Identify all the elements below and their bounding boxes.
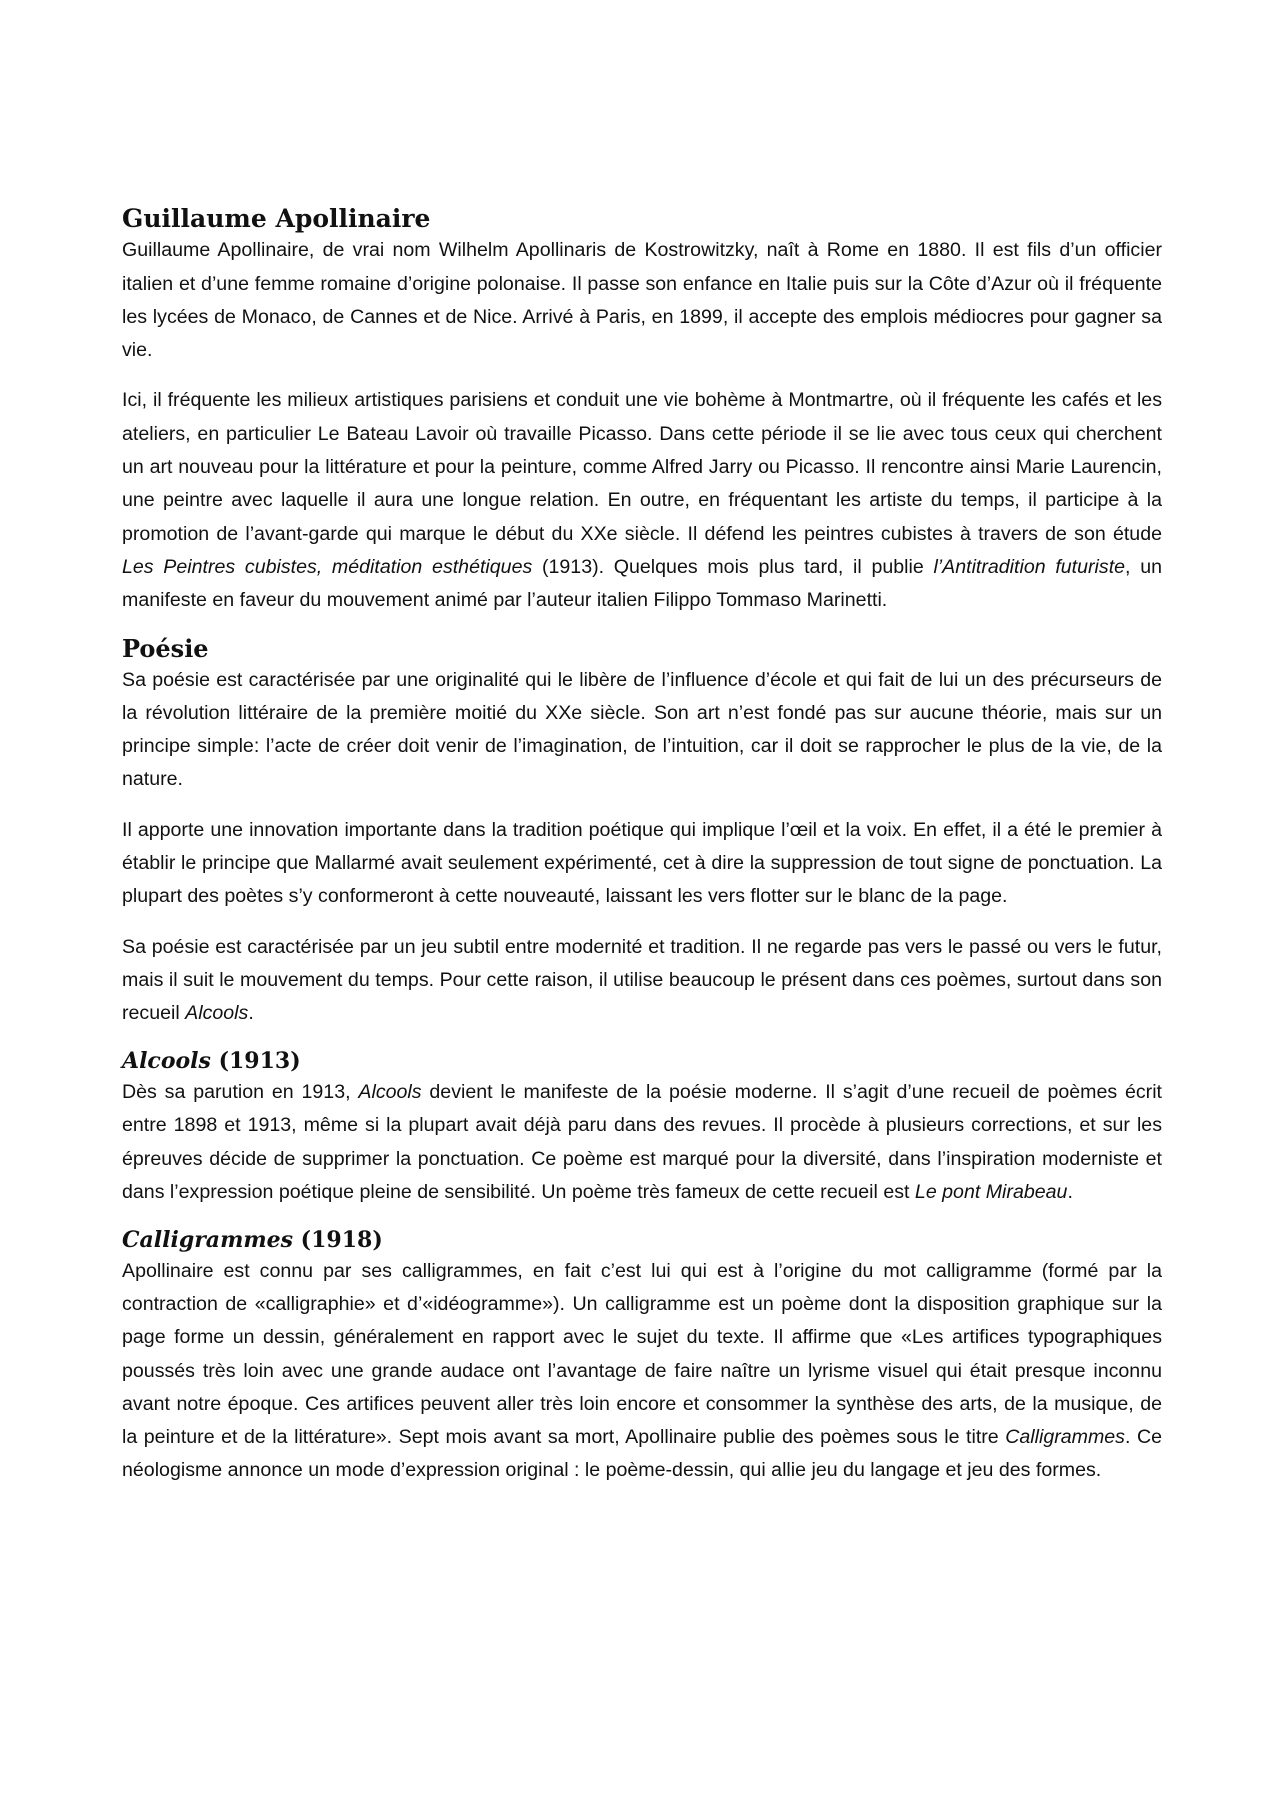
poesie-p3-work-title: Alcools — [185, 1002, 249, 1025]
intro-p2-text-a: Ici, il fréquente les milieux artistiques parisiens et conduit une vie bohème à Montmartre, où il fréquente les cafés et les ateliers, en particulier Le Bateau Lavoir où travaille Picasso. Dans cette période il se lie avec tous ceux qui cherchent un art nouveau pour la littérature et pour la peinture, comme Alfred Jarry ou Picasso. Il rencontre ainsi Marie Laurencin, une peintre avec laquelle il aura une longue relation. En outre, en fréquentant les artiste du temps, il participe à la promotion de l’avant-garde qui marque le début du XXe siècle. Il défend les peintres cubistes à travers de son étude — [122, 389, 1162, 545]
poesie-paragraph-2 — [122, 814, 1162, 914]
alcools-heading-title: Alcools — [122, 1048, 211, 1075]
alcools-heading-year: (1913) — [210, 1048, 301, 1075]
poesie-p3-text-a: Sa poésie est caractérisée par un jeu subtil entre modernité et tradition. Il ne regarde pas vers le passé ou vers le futur, mais il suit le mouvement du temps. Pour cette raison, il utilise beaucoup le présent dans ces poèmes, surtout dans son recueil — [122, 935, 1162, 1025]
calligrammes-work-title: Calligrammes — [1005, 1426, 1125, 1449]
calligrammes-heading-year: (1918) — [293, 1227, 383, 1254]
section-heading-poesie: Poésie — [122, 633, 209, 663]
intro-p1-text: Guillaume Apollinaire, de vrai nom Wilhelm Apollinaris de Kostrowitzky, naît à Rome en 1880. Il est fils d’un officier italien et d’une femme romaine d’origine polonaise. Il passe son enfance en Italie puis sur la Côte d’Azur où il fréquente les lycées de Monaco, de Cannes et de Nice. Arrivé à Paris, en 1899, il accepte des emplois médiocres pour gagner sa vie. — [122, 239, 1162, 362]
poesie-paragraph-3 — [122, 931, 1162, 1031]
alcools-work-title-1: Alcools — [358, 1080, 422, 1103]
poesie-paragraph-1 — [122, 664, 1162, 797]
alcools-text-a: Dès sa parution en 1913, — [122, 1080, 359, 1103]
calligrammes-text-b: . Ce néologisme annonce un mode d’expression original : le poème-dessin, qui allie jeu du langage et jeu des formes. — [122, 1426, 1163, 1482]
intro-paragraph-2 — [122, 384, 1162, 617]
alcools-work-title-2: Le pont Mirabeau — [914, 1180, 1068, 1203]
calligrammes-text-a: Apollinaire est connu par ses calligrammes, en fait c’est lui qui est à l’origine du mot calligramme (formé par la contraction de «calligraphie» et d’«idéogramme»). Un calligramme est un poème dont la disposition graphique sur la page forme un dessin, généralement en rapport avec le sujet du texte. Il affirme que «Les artifices typographiques poussés très loin avec une grande audace ont l’avantage de faire naître un lyrisme visuel qui était presque inconnu avant notre époque. Ces artifices peuvent aller très loin encore et consommer la synthèse des arts, de la musique, de la peinture et de la littérature». Sept mois avant sa mort, Apollinaire publie des poèmes sous le titre — [122, 1259, 1162, 1449]
intro-p2-text-b: (1913). Quelques mois plus tard, il publie — [532, 555, 934, 578]
section-heading-calligrammes — [122, 1227, 1162, 1255]
document-page — [122, 203, 1162, 1488]
alcools-paragraph — [122, 1076, 1162, 1209]
intro-p2-text-c: , un manifeste en faveur du mouvement animé par l’auteur italien Filippo Tommaso Marinetti. — [122, 555, 1162, 612]
calligrammes-paragraph — [122, 1255, 1162, 1488]
page-title: Guillaume Apollinaire — [122, 204, 431, 233]
poesie-p3-text-b: . — [248, 1002, 254, 1025]
poesie-p1-text: Sa poésie est caractérisée par une originalité qui le libère de l’influence d’école et qui fait de lui un des précurseurs de la révolution littéraire de la première moitié du XXe siècle. Son art n’est fondé pas sur aucune théorie, mais sur un principe simple: l’acte de créer doit venir de l’imagination, de l’intuition, car il doit se rapprocher le plus de la vie, de la nature. — [122, 668, 1162, 791]
intro-p2-work-title-2: l’Antitradition futuriste — [933, 555, 1126, 578]
intro-p2-work-title-1: Les Peintres cubistes, méditation esthétiques — [122, 555, 533, 578]
section-heading-alcools — [122, 1048, 1162, 1076]
intro-paragraph-1 — [122, 234, 1162, 367]
calligrammes-heading-title: Calligrammes — [122, 1227, 294, 1254]
poesie-p2-text: Il apporte une innovation importante dans la tradition poétique qui implique l’œil et la voix. En effet, il a été le premier à établir le principe que Mallarmé avait seulement expérimenté, cet à dire la suppression de tout signe de ponctuation. La plupart des poètes s’y conformeront à cette nouveauté, laissant les vers flotter sur le blanc de la page. — [122, 818, 1162, 908]
alcools-text-b: devient le manifeste de la poésie moderne. Il s’agit d’une recueil de poèmes écrit entre 1898 et 1913, même si la plupart avait déjà paru dans des revues. Il procède à plusieurs corrections, et sur les épreuves décide de supprimer la ponctuation. Ce poème est marqué pour la diversité, dans l’inspiration moderniste et dans l’expression poétique pleine de sensibilité. Un poème très fameux de cette recueil est — [122, 1080, 1163, 1203]
alcools-text-c: . — [1067, 1180, 1073, 1203]
